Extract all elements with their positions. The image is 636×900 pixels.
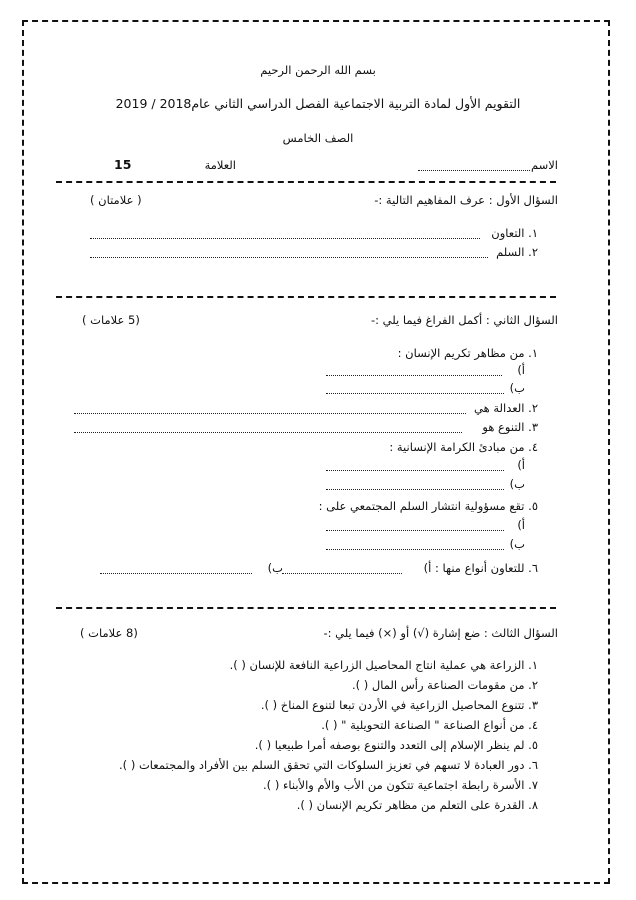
q2-item-6b: ب) (267, 561, 283, 575)
q2-item-3: ٣. التنوع هو (482, 420, 538, 434)
q2-answer-6b[interactable] (100, 573, 252, 574)
q3-title: السؤال الثالث : ضع إشارة (√) أو (×) فيما يلي :- (323, 626, 558, 640)
q2-answer-3[interactable] (74, 432, 462, 433)
q3-item-6[interactable]: ٦. دور العبادة لا تسهم في تعزيز السلوكات التي تحقق السلم بين الأفراد والمجتمعات ( ). (119, 758, 538, 772)
q3-item-8[interactable]: ٨. القدرة على التعلم من مظاهر تكريم الإنسان ( ). (296, 798, 538, 812)
q2-item-1b: ب) (509, 381, 525, 395)
q2-marks: (5 علامات ) (82, 313, 140, 327)
q2-answer-1a[interactable] (326, 375, 502, 376)
q2-answer-5b[interactable] (326, 549, 504, 550)
divider-3 (56, 607, 556, 609)
name-field[interactable] (418, 170, 530, 171)
q3-item-3[interactable]: ٣. تتنوع المحاصيل الزراعية في الأردن تبعا لتنوع المناخ ( ). (260, 698, 538, 712)
mark-value: 15 (114, 157, 132, 172)
divider-1 (56, 181, 556, 183)
q1-item-1: ١. التعاون (491, 226, 538, 240)
q2-item-6: ٦. للتعاون أنواع منها : أ) (423, 561, 538, 575)
name-label: الاسم (530, 158, 558, 172)
q1-answer-1[interactable] (90, 238, 480, 239)
q3-item-1[interactable]: ١. الزراعة هي عملية انتاج المحاصيل الزراعية النافعة للإنسان ( ). (229, 658, 538, 672)
q3-item-4[interactable]: ٤. من أنواع الصناعة " الصناعة التحويلية " ( ). (321, 718, 538, 732)
q2-item-5b: ب) (509, 537, 525, 551)
exam-title: التقويم الأول لمادة التربية الاجتماعية الفصل الدراسي الثاني عام2018 / 2019 (115, 96, 521, 111)
q2-answer-4a[interactable] (326, 470, 504, 471)
q3-item-2[interactable]: ٢. من مقومات الصناعة رأس المال ( ). (351, 678, 538, 692)
q2-item-4a: أ) (517, 458, 525, 472)
q3-item-5[interactable]: ٥. لم ينظر الإسلام إلى التعدد والتنوع بوصفه أمرا طبيعيا ( ). (254, 738, 538, 752)
q2-item-1: ١. من مظاهر تكريم الإنسان : (397, 346, 538, 360)
q2-item-5a: أ) (517, 518, 525, 532)
q1-item-2: ٢. السلم (496, 245, 538, 259)
basmala: بسم الله الرحمن الرحيم (260, 63, 376, 77)
q1-answer-2[interactable] (90, 257, 488, 258)
divider-2 (56, 296, 556, 298)
q2-item-1a: أ) (517, 363, 525, 377)
mark-label: العلامة (204, 158, 236, 172)
q2-item-4b: ب) (509, 477, 525, 491)
q2-answer-2[interactable] (74, 413, 466, 414)
q1-marks: ( علامتان ) (90, 193, 142, 207)
q2-answer-1b[interactable] (326, 393, 504, 394)
q2-item-5: ٥. تقع مسؤولية انتشار السلم المجتمعي على : (318, 499, 538, 513)
q3-marks: (8 علامات ) (80, 626, 138, 640)
q2-title: السؤال الثاني : أكمل الفراغ فيما يلي :- (370, 313, 558, 327)
q2-item-2: ٢. العدالة هي (474, 401, 538, 415)
q1-title: السؤال الأول : عرف المفاهيم التالية :- (374, 193, 558, 207)
q3-item-7[interactable]: ٧. الأسرة رابطة اجتماعية تتكون من الأب والأم والأبناء ( ). (263, 778, 538, 792)
q2-answer-4b[interactable] (326, 489, 504, 490)
grade-label: الصف الخامس (282, 131, 354, 145)
q2-answer-6a[interactable] (282, 573, 402, 574)
q2-item-4: ٤. من مبادئ الكرامة الإنسانية : (389, 440, 538, 454)
q2-answer-5a[interactable] (326, 530, 504, 531)
